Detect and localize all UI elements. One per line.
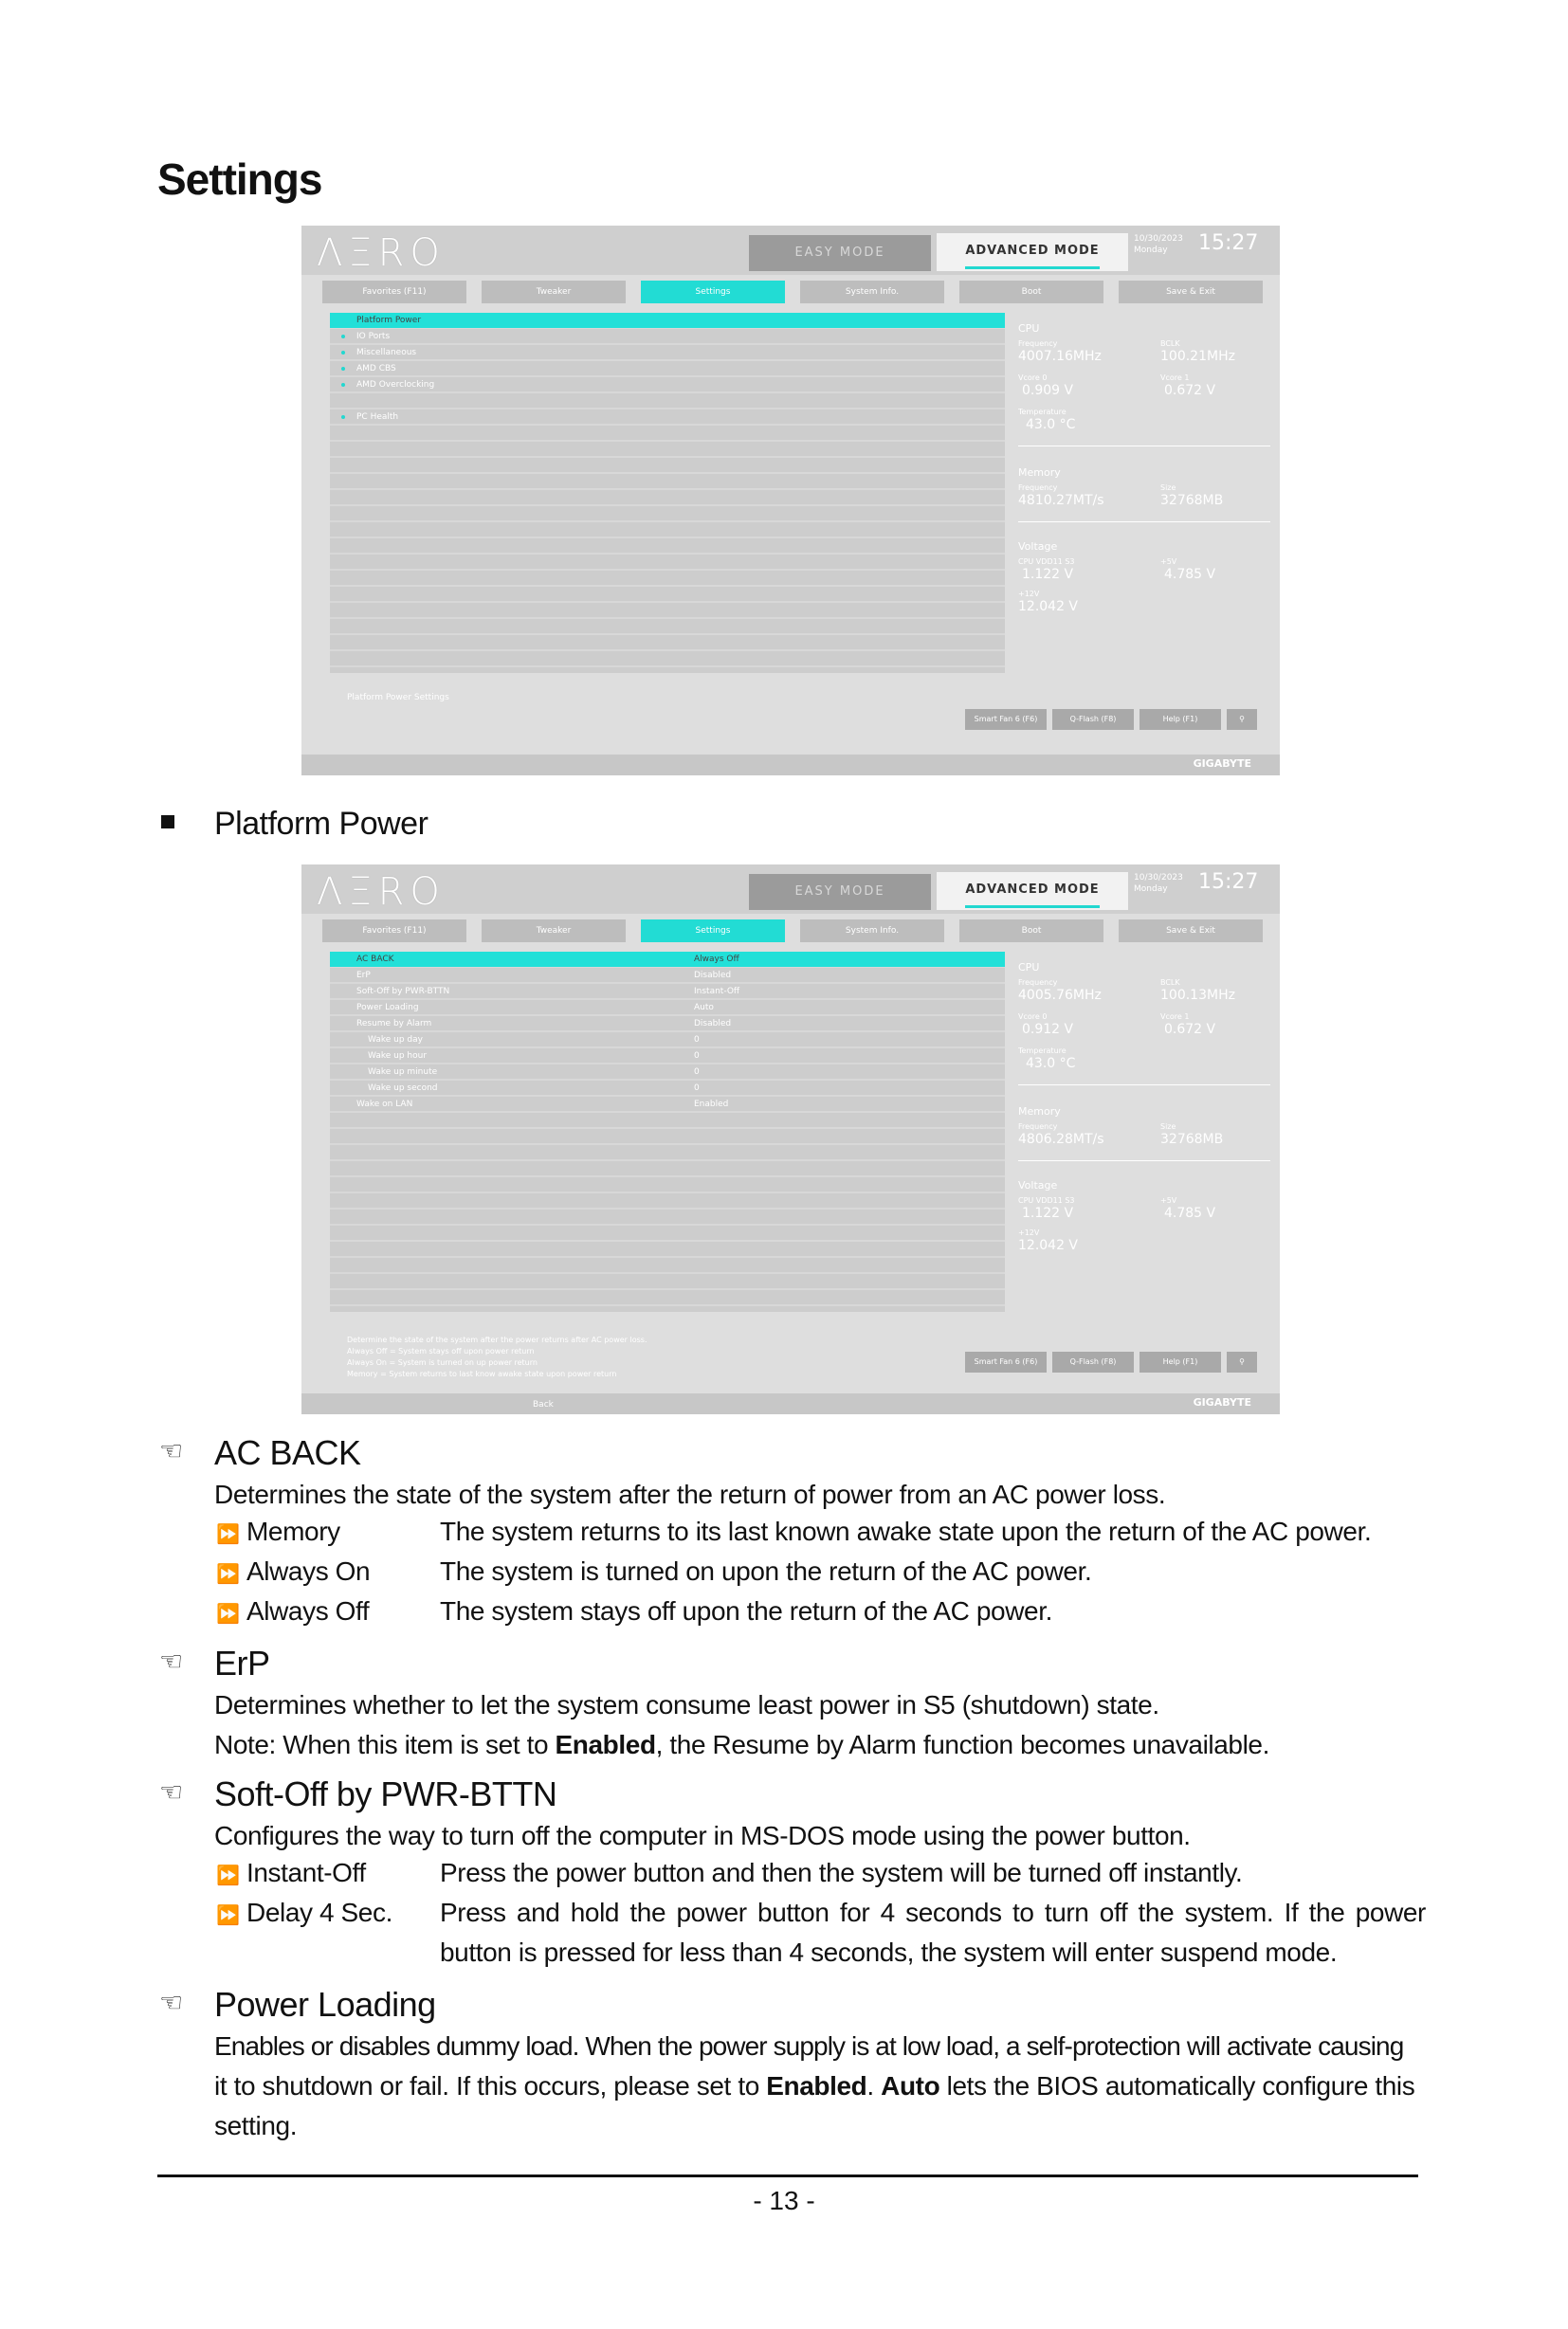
bios-time: 15:27 (1198, 870, 1259, 894)
cpu-frequency-label: Frequency (1018, 339, 1058, 348)
setting-ac-back[interactable]: AC BACK Always Off (330, 952, 1005, 967)
power-loading-line-2: it to shutdown or fail. If this occurs, please set to Enabled. Auto lets the BIOS automatically configure this (214, 2071, 1415, 2101)
cpu-heading: CPU (1018, 961, 1040, 973)
temperature-label: Temperature (1018, 1046, 1067, 1055)
bios-hardware-monitor (1018, 952, 1272, 1312)
setting-resume-by-alarm[interactable]: Resume by Alarm Disabled (356, 1019, 732, 1028)
tab-boot[interactable]: Boot (959, 281, 1103, 303)
v5-label: +5V (1160, 557, 1177, 566)
easy-mode-tab[interactable]: EASY MODE (749, 235, 931, 271)
v12-label: +12V (1018, 1228, 1040, 1237)
memory-size-label: Size (1160, 483, 1176, 492)
vdd-value: 1.122 V (1022, 567, 1074, 582)
cpu-frequency-value: 4007.16MHz (1018, 349, 1102, 364)
tab-boot[interactable]: Boot (959, 919, 1103, 942)
menu-item-miscellaneous[interactable]: Miscellaneous (330, 345, 1005, 360)
bios-screenshot-platform-power (301, 864, 1280, 1414)
voltage-heading: Voltage (1018, 1179, 1058, 1192)
temperature-value: 43.0 °C (1026, 1056, 1076, 1071)
help-button[interactable]: Help (F1) (1140, 1352, 1221, 1373)
memory-frequency-label: Frequency (1018, 483, 1058, 492)
vcore1-value: 0.672 V (1164, 383, 1216, 398)
menu-item-amd-cbs[interactable]: AMD CBS (330, 361, 1005, 376)
menu-item-amd-overclocking[interactable]: AMD Overclocking (330, 377, 1005, 392)
bios-bottom-bar (301, 1393, 1280, 1414)
bios-date: 10/30/2023 Monday (1134, 234, 1183, 255)
cpu-frequency-value: 4005.76MHz (1018, 988, 1102, 1003)
memory-heading: Memory (1018, 1105, 1061, 1118)
v12-label: +12V (1018, 590, 1040, 598)
page-number: - 13 - (753, 2186, 815, 2215)
back-button[interactable]: Back (533, 1400, 554, 1410)
bios-function-buttons (965, 709, 1259, 730)
soft-off-heading: Soft-Off by PWR-BTTN (214, 1774, 557, 1813)
bclk-label: BCLK (1160, 339, 1180, 348)
vcore0-label: Vcore 0 (1018, 373, 1048, 382)
memory-size-value: 32768MB (1160, 1132, 1224, 1147)
option-description: The system is turned on upon the return of the AC power. (440, 1556, 1092, 1586)
tab-system-info[interactable]: System Info. (800, 281, 944, 303)
erp-description: Determines whether to let the system consume least power in S5 (shutdown) state. (214, 1690, 1159, 1719)
help-button[interactable]: Help (F1) (1140, 709, 1221, 730)
bios-time: 15:27 (1198, 231, 1259, 255)
setting-soft-off[interactable]: Soft-Off by PWR-BTTN Instant-Off (356, 987, 740, 996)
setting-wake-up-hour[interactable]: Wake up hour 0 (368, 1051, 700, 1061)
erp-note: Note: When this item is set to Enabled, the Resume by Alarm function becomes unavailable. (214, 1730, 1269, 1759)
bios-date: 10/30/2023 Monday (1134, 873, 1183, 894)
option-description: The system returns to its last known awake state upon the return of the AC power. (440, 1517, 1372, 1546)
memory-size-label: Size (1160, 1122, 1176, 1131)
advanced-mode-tab[interactable]: ADVANCED MODE (937, 233, 1128, 271)
bclk-label: BCLK (1160, 978, 1180, 987)
vdd-label: CPU VDD11 S3 (1018, 1196, 1075, 1205)
tab-settings[interactable]: Settings (641, 281, 785, 303)
double-arrow-icon: ⏩ (216, 1865, 240, 1886)
double-arrow-icon: ⏩ (216, 1604, 240, 1625)
tab-system-info[interactable]: System Info. (800, 919, 944, 942)
voltage-heading: Voltage (1018, 540, 1058, 553)
page-title: Settings (157, 155, 322, 204)
vcore1-label: Vcore 1 (1160, 373, 1190, 382)
power-loading-line-1: Enables or disables dummy load. When the power supply is at low load, a self-protection will activate causing (214, 2031, 1404, 2061)
power-loading-heading: Power Loading (214, 1985, 436, 2024)
divider (1018, 521, 1270, 522)
v5-value: 4.785 V (1164, 567, 1216, 582)
pointing-hand-icon: ☜ (159, 1777, 184, 1807)
tab-settings[interactable]: Settings (641, 919, 785, 942)
setting-wake-up-minute[interactable]: Wake up minute 0 (368, 1067, 700, 1077)
cpu-frequency-label: Frequency (1018, 978, 1058, 987)
q-flash-button[interactable]: Q-Flash (F8) (1052, 1352, 1134, 1373)
pointing-hand-icon: ☜ (159, 1988, 184, 2017)
power-loading-line-3: setting. (214, 2111, 298, 2140)
option-name: Delay 4 Sec. (246, 1898, 392, 1927)
vcore1-value: 0.672 V (1164, 1022, 1216, 1037)
memory-frequency-value: 4806.28MT/s (1018, 1132, 1104, 1147)
bclk-value: 100.13MHz (1160, 988, 1235, 1003)
option-name: Always Off (246, 1596, 370, 1626)
gigabyte-logo: GIGABYTE (1193, 757, 1251, 770)
tab-favorites[interactable]: Favorites (F11) (322, 281, 466, 303)
double-arrow-icon: ⏩ (216, 1524, 240, 1545)
platform-power-heading: Platform Power (214, 806, 428, 842)
tab-favorites[interactable]: Favorites (F11) (322, 919, 466, 942)
option-name: Instant-Off (246, 1858, 366, 1887)
bios-screenshot-settings (301, 226, 1280, 775)
search-icon[interactable]: ⚲ (1227, 1352, 1257, 1373)
memory-frequency-value: 4810.27MT/s (1018, 493, 1104, 508)
pointing-hand-icon: ☜ (159, 1647, 184, 1676)
memory-frequency-label: Frequency (1018, 1122, 1058, 1131)
setting-power-loading[interactable]: Power Loading Auto (356, 1003, 714, 1012)
bclk-value: 100.21MHz (1160, 349, 1235, 364)
menu-item-platform-power[interactable]: Platform Power (330, 313, 1005, 328)
advanced-mode-tab[interactable]: ADVANCED MODE (937, 872, 1128, 910)
bios-menu-tabs (322, 919, 1261, 942)
setting-wake-on-lan[interactable]: Wake on LAN Enabled (356, 1100, 729, 1109)
option-description: Press the power button and then the system will be turned off instantly. (440, 1858, 1243, 1887)
q-flash-button[interactable]: Q-Flash (F8) (1052, 709, 1134, 730)
option-description: Press and hold the power button for 4 seconds to turn off the system. If the power (440, 1898, 1426, 1927)
temperature-value: 43.0 °C (1026, 417, 1076, 432)
bios-settings-list (330, 952, 1005, 1312)
ac-back-heading: AC BACK (214, 1433, 361, 1472)
bios-help-text: Platform Power Settings (347, 693, 449, 702)
easy-mode-tab[interactable]: EASY MODE (749, 874, 931, 910)
setting-erp[interactable]: ErP Disabled (356, 971, 732, 980)
divider (1018, 1084, 1270, 1085)
vcore0-value: 0.912 V (1022, 1022, 1074, 1037)
v5-value: 4.785 V (1164, 1206, 1216, 1221)
smart-fan-button[interactable]: Smart Fan 6 (F6) (965, 709, 1047, 730)
bios-bottom-bar (301, 755, 1280, 775)
v5-label: +5V (1160, 1196, 1177, 1205)
tab-save-exit[interactable]: Save & Exit (1119, 281, 1263, 303)
double-arrow-icon: ⏩ (216, 1564, 240, 1585)
setting-wake-up-day[interactable]: Wake up day 0 (368, 1035, 700, 1045)
option-description-continued: button is pressed for less than 4 seconds, the system will enter suspend mode. (440, 1938, 1338, 1967)
aero-logo: ΛΞRO (317, 870, 446, 914)
tab-save-exit[interactable]: Save & Exit (1119, 919, 1263, 942)
vcore0-value: 0.909 V (1022, 383, 1074, 398)
menu-item-io-ports[interactable]: IO Ports (330, 329, 1005, 344)
soft-off-description: Configures the way to turn off the computer in MS-DOS mode using the power button. (214, 1821, 1191, 1850)
memory-heading: Memory (1018, 466, 1061, 479)
option-description: The system stays off upon the return of the AC power. (440, 1596, 1052, 1626)
vdd-label: CPU VDD11 S3 (1018, 557, 1075, 566)
option-name: Memory (246, 1517, 340, 1546)
option-name: Always On (246, 1556, 371, 1586)
pointing-hand-icon: ☜ (159, 1436, 184, 1465)
setting-wake-up-second[interactable]: Wake up second 0 (368, 1083, 700, 1093)
search-icon[interactable]: ⚲ (1227, 709, 1257, 730)
smart-fan-button[interactable]: Smart Fan 6 (F6) (965, 1352, 1047, 1373)
footer-rule (157, 2174, 1418, 2177)
gigabyte-logo: GIGABYTE (1193, 1396, 1251, 1409)
bios-hardware-monitor (1018, 313, 1272, 673)
v12-value: 12.042 V (1018, 1238, 1079, 1253)
divider (1018, 1160, 1270, 1161)
ac-back-description: Determines the state of the system after the return of power from an AC power loss. (214, 1480, 1166, 1509)
vdd-value: 1.122 V (1022, 1206, 1074, 1221)
erp-heading: ErP (214, 1644, 270, 1683)
menu-item-pc-health[interactable]: PC Health (330, 409, 1005, 425)
aero-logo: ΛΞRO (317, 231, 446, 275)
bios-function-buttons (965, 1352, 1259, 1373)
double-arrow-icon: ⏩ (216, 1905, 240, 1926)
vcore1-label: Vcore 1 (1160, 1012, 1190, 1021)
bullet-square-icon (161, 815, 174, 828)
vcore0-label: Vcore 0 (1018, 1012, 1048, 1021)
bios-menu-tabs (322, 281, 1261, 303)
bios-settings-list (330, 313, 1005, 673)
temperature-label: Temperature (1018, 408, 1067, 416)
cpu-heading: CPU (1018, 322, 1040, 335)
tab-tweaker[interactable]: Tweaker (482, 281, 626, 303)
tab-tweaker[interactable]: Tweaker (482, 919, 626, 942)
memory-size-value: 32768MB (1160, 493, 1224, 508)
v12-value: 12.042 V (1018, 599, 1079, 614)
bios-help-text: Determine the state of the system after the power returns after AC power loss. Always Off = System stays off upon power return Always On = System is turned on up power return Memory = System returns to last know awake state upon power return (347, 1336, 647, 1378)
